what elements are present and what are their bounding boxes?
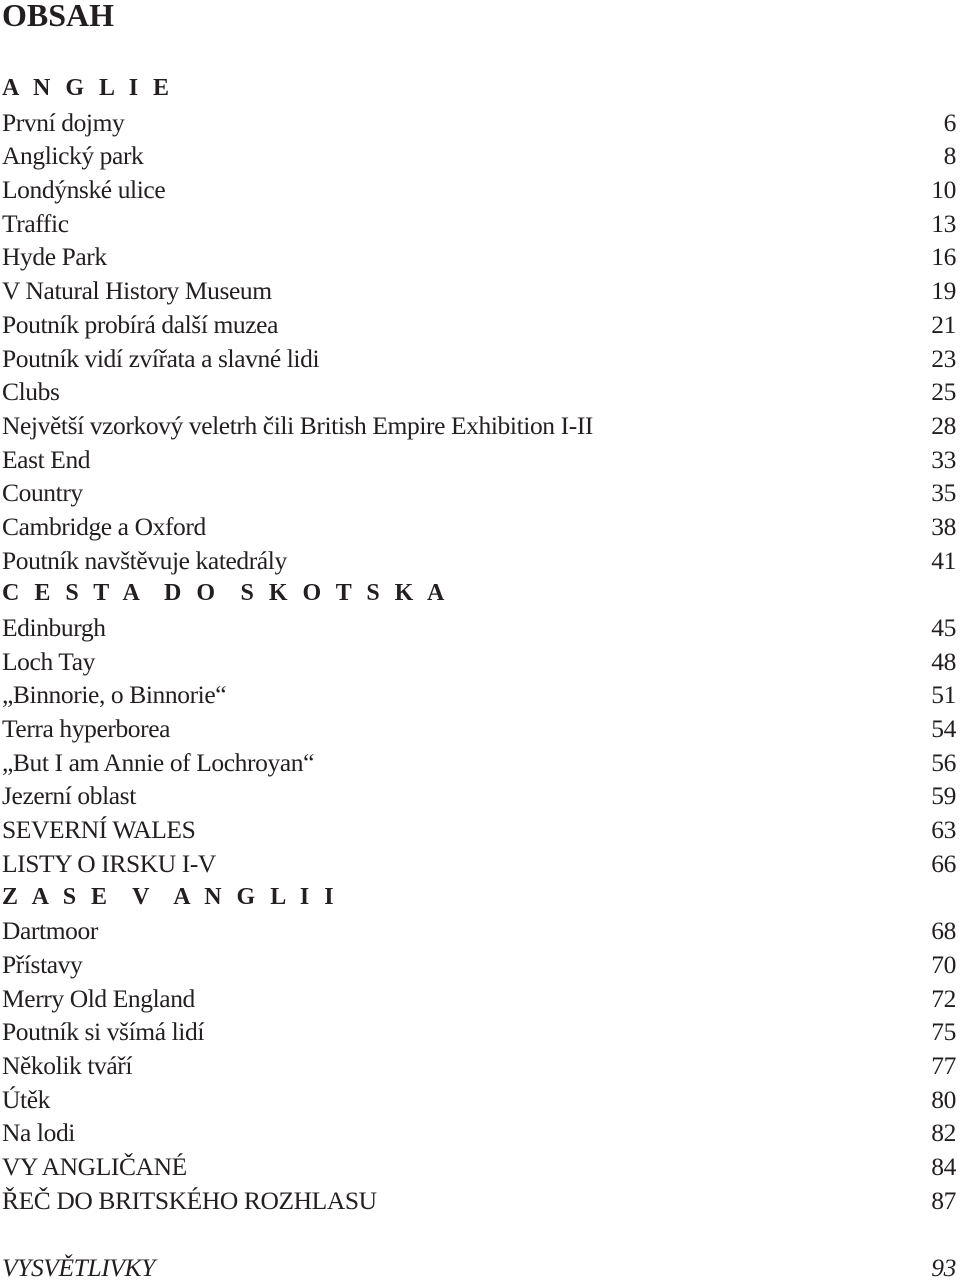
- toc-entry[interactable]: [2, 712, 956, 746]
- toc-entry-label: Country: [2, 478, 83, 508]
- toc-entry-label: Jezerní oblast: [2, 781, 136, 811]
- toc-entry-page: 77: [931, 1050, 956, 1080]
- toc-entry[interactable]: [2, 779, 956, 813]
- toc-entry[interactable]: [2, 1150, 956, 1184]
- toc-entry-label: Loch Tay: [2, 646, 95, 676]
- toc-entry-label: Hyde Park: [2, 242, 107, 272]
- toc-entry-page: 8: [943, 141, 956, 171]
- toc-entry-page: 54: [931, 714, 956, 744]
- toc-entry-label: Dartmoor: [2, 916, 98, 946]
- toc-entry-page: 6: [943, 107, 956, 137]
- toc-entry[interactable]: [2, 1015, 956, 1049]
- toc-entry-page: 10: [931, 175, 956, 205]
- toc-entry-label: A N G L I E: [2, 75, 174, 101]
- toc-entry-label: První dojmy: [2, 107, 125, 137]
- toc-entry-label: „But I am Annie of Lochroyan“: [2, 747, 315, 777]
- toc-entry-label: Na lodi: [2, 1118, 75, 1148]
- toc-entry-label: Poutník vidí zvířata a slavné lidi: [2, 343, 320, 373]
- toc-entry-page: 21: [931, 309, 956, 339]
- toc-entry-page: 93: [931, 1253, 956, 1282]
- toc-entry[interactable]: [2, 375, 956, 409]
- toc-entry-page: 87: [931, 1185, 956, 1215]
- toc-entry-page: 84: [931, 1152, 956, 1181]
- toc-entry[interactable]: [2, 342, 956, 376]
- toc-entry-page: 72: [931, 983, 956, 1013]
- toc-entry-label: VY ANGLIČANÉ: [2, 1152, 187, 1181]
- toc-section-heading: [2, 881, 956, 915]
- toc-entry[interactable]: [2, 611, 956, 645]
- toc-entry[interactable]: [2, 948, 956, 982]
- toc-entry-page: 66: [931, 848, 956, 878]
- toc-entry[interactable]: [2, 139, 956, 173]
- toc-entry-page: 28: [931, 410, 956, 440]
- toc-entry-label: Traffic: [2, 208, 69, 238]
- toc-entry[interactable]: [2, 274, 956, 308]
- toc-entry-label: Anglický park: [2, 141, 144, 171]
- toc-entry[interactable]: [2, 1083, 956, 1117]
- toc-entry-label: „Binnorie, o Binnorie“: [2, 680, 227, 710]
- toc-entry-label: VYSVĚTLIVKY: [2, 1253, 155, 1282]
- toc-entry-label: Poutník probírá další muzea: [2, 309, 279, 339]
- toc-entry[interactable]: [2, 914, 956, 948]
- toc-entry-label: Největší vzorkový veletrh čili British Empire Exhibition I-II: [2, 410, 593, 440]
- toc-entry-label: Merry Old England: [2, 983, 195, 1013]
- toc-entry-page: 25: [931, 377, 956, 407]
- toc-entry-page: 82: [931, 1118, 956, 1148]
- toc-entry-page: 23: [931, 343, 956, 373]
- toc-entry[interactable]: [2, 106, 956, 140]
- toc-entry-label: Několik tváří: [2, 1050, 133, 1080]
- toc-entry[interactable]: [2, 1116, 956, 1150]
- toc-entry-label: Londýnské ulice: [2, 175, 166, 205]
- toc-entry[interactable]: [2, 1184, 956, 1218]
- page-title: OBSAH: [2, 0, 115, 33]
- toc-entry[interactable]: [2, 813, 956, 847]
- toc-entry-label: Edinburgh: [2, 613, 106, 642]
- toc-entry-page: 68: [931, 916, 956, 946]
- toc-entry-label: East End: [2, 444, 91, 474]
- toc-entry[interactable]: [2, 510, 956, 544]
- toc-entry-page: 51: [931, 680, 956, 710]
- toc-entry-label: Z A S E V A N G L I I: [2, 883, 339, 910]
- toc-entry[interactable]: [2, 173, 956, 207]
- toc-entry-label: Přístavy: [2, 949, 83, 979]
- toc-entry-page: 41: [931, 545, 956, 575]
- toc-entry-label: Clubs: [2, 377, 60, 407]
- toc-entry[interactable]: [2, 645, 956, 679]
- toc-entry-label: C E S T A D O S K O T S K A: [2, 580, 449, 607]
- toc-entry[interactable]: [2, 678, 956, 712]
- toc-entry-notes[interactable]: [2, 1251, 956, 1285]
- toc-entry[interactable]: [2, 544, 956, 578]
- toc-entry-page: 35: [931, 478, 956, 508]
- toc-section-heading: [2, 577, 956, 611]
- toc-entry-page: 59: [931, 781, 956, 811]
- toc-entry-label: Poutník navštěvuje katedrály: [2, 545, 287, 575]
- table-of-contents: [2, 72, 956, 1217]
- toc-entry[interactable]: [2, 847, 956, 881]
- toc-entry[interactable]: [2, 1049, 956, 1083]
- toc-entry-page: 80: [931, 1084, 956, 1114]
- toc-entry-page: 19: [931, 276, 956, 306]
- toc-entry-page: 38: [931, 511, 956, 541]
- toc-entry-label: V Natural History Museum: [2, 276, 272, 306]
- toc-section-heading: [2, 72, 956, 106]
- toc-entry-label: LISTY O IRSKU I-V: [2, 848, 216, 878]
- toc-entry-page: 56: [931, 747, 956, 777]
- toc-entry[interactable]: [2, 240, 956, 274]
- toc-entry-label: Poutník si všímá lidí: [2, 1017, 205, 1047]
- toc-entry-page: 48: [931, 646, 956, 676]
- toc-entry-page: 16: [931, 242, 956, 272]
- toc-entry[interactable]: [2, 476, 956, 510]
- toc-entry-label: ŘEČ DO BRITSKÉHO ROZHLASU: [2, 1185, 377, 1215]
- toc-entry-page: 13: [931, 208, 956, 238]
- toc-entry[interactable]: [2, 308, 956, 342]
- toc-entry-page: 45: [931, 613, 956, 642]
- toc-entry-label: Cambridge a Oxford: [2, 511, 206, 541]
- toc-entry-page: 70: [931, 949, 956, 979]
- toc-entry[interactable]: [2, 746, 956, 780]
- toc-entry[interactable]: [2, 982, 956, 1016]
- toc-entry[interactable]: [2, 409, 956, 443]
- toc-entry-label: SEVERNÍ WALES: [2, 815, 196, 845]
- toc-entry-label: Útěk: [2, 1084, 50, 1114]
- toc-entry-page: 75: [931, 1017, 956, 1047]
- toc-entry-page: 33: [931, 444, 956, 474]
- toc-entry-label: Terra hyperborea: [2, 714, 171, 744]
- toc-entry[interactable]: [2, 443, 956, 477]
- toc-entry[interactable]: [2, 207, 956, 241]
- toc-entry-page: 63: [931, 815, 956, 845]
